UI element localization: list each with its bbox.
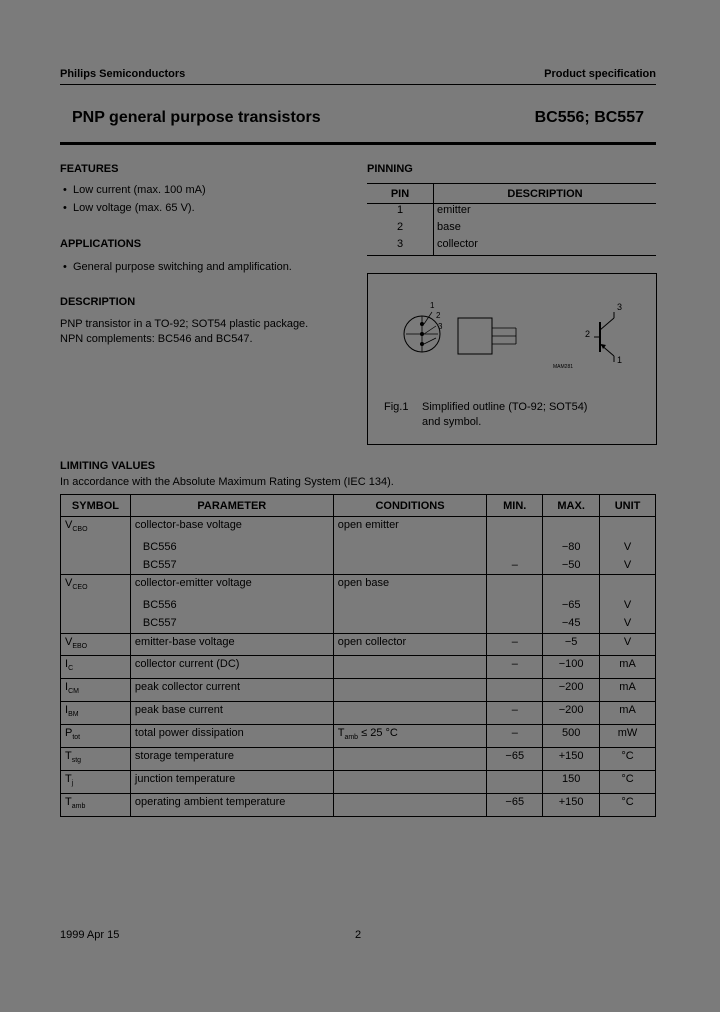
conditions-cell: $T_{amb} \le 25$ °C [333, 725, 487, 748]
conditions-cell [333, 793, 487, 816]
limiting-values-body [61, 517, 656, 817]
min-cell [487, 615, 543, 633]
parameter-cell: collector-base voltage [130, 517, 333, 539]
table-header-row [367, 184, 656, 204]
column-header: DESCRIPTION [434, 184, 657, 204]
table-row [367, 221, 656, 238]
column-header: SYMBOL [61, 495, 131, 517]
min-cell: −65 [487, 793, 543, 816]
parameter-cell: BC557 [130, 557, 333, 575]
column-header: PARAMETER [130, 495, 333, 517]
min-cell [487, 539, 543, 557]
symbol-cell [61, 539, 131, 557]
page-number: 2 [355, 929, 362, 941]
unit-cell: V [600, 633, 656, 656]
pin-description: base [434, 221, 657, 238]
unit-cell [600, 575, 656, 597]
pin-description: collector [434, 238, 657, 256]
unit-cell: V [600, 615, 656, 633]
fig-pin-label: 1 [430, 301, 435, 310]
table-row [367, 204, 656, 222]
parameter-cell: peak base current [130, 702, 333, 725]
description-line: NPN complements: BC546 and BC547. [60, 333, 253, 345]
unit-cell: mA [600, 656, 656, 679]
features-list [63, 183, 206, 216]
table-row [367, 238, 656, 256]
min-cell: – [487, 656, 543, 679]
symbol-cell [61, 615, 131, 633]
parameter-cell: BC556 [130, 597, 333, 615]
conditions-cell [333, 679, 487, 702]
max-cell: +150 [543, 748, 600, 771]
pin-description: emitter [434, 204, 657, 222]
parameter-cell: BC557 [130, 615, 333, 633]
conditions-cell: open collector [333, 633, 487, 656]
parameter-cell: emitter-base voltage [130, 633, 333, 656]
unit-cell: mA [600, 679, 656, 702]
max-cell: −80 [543, 539, 600, 557]
title-rule [60, 142, 656, 145]
max-cell: 500 [543, 725, 600, 748]
pin-number: 1 [396, 204, 404, 216]
conditions-cell [333, 539, 487, 557]
fig-pin-label: 3 [438, 322, 443, 331]
table-row [61, 615, 656, 633]
unit-cell: °C [600, 770, 656, 793]
max-cell: −50 [543, 557, 600, 575]
max-cell [543, 517, 600, 539]
unit-cell: V [600, 539, 656, 557]
min-cell: – [487, 725, 543, 748]
max-cell: −200 [543, 702, 600, 725]
table-row [61, 539, 656, 557]
parameter-cell: junction temperature [130, 770, 333, 793]
description-text [60, 317, 308, 347]
min-cell [487, 597, 543, 615]
list-item: • Low current (max. 100 mA) [63, 184, 206, 196]
symbol-cell: $V_{CEO}$ [61, 575, 131, 597]
unit-cell: mA [600, 702, 656, 725]
unit-cell: mW [600, 725, 656, 748]
fig-pin-label: 2 [436, 311, 441, 320]
symbol-pin-label: 3 [617, 302, 623, 312]
min-cell [487, 575, 543, 597]
table-row [61, 793, 656, 816]
table-row [61, 597, 656, 615]
unit-cell: °C [600, 793, 656, 816]
min-cell: – [487, 633, 543, 656]
document-type: Product specification [544, 68, 656, 80]
symbol-cell: $T_{stg}$ [61, 748, 131, 771]
max-cell: 150 [543, 770, 600, 793]
symbol-cell: $T_j$ [61, 770, 131, 793]
column-header: UNIT [600, 495, 656, 517]
pin-number: 2 [396, 221, 404, 233]
symbol-cell: $T_{amb}$ [61, 793, 131, 816]
conditions-cell [333, 656, 487, 679]
symbol-cell: $V_{EBO}$ [61, 633, 131, 656]
applications-list [63, 260, 292, 275]
conditions-cell: open base [333, 575, 487, 597]
conditions-cell [333, 702, 487, 725]
min-cell [487, 517, 543, 539]
page-title: PNP general purpose transistors [72, 109, 321, 126]
company-name: Philips Semiconductors [60, 68, 186, 80]
max-cell: −100 [543, 656, 600, 679]
symbol-pin-label: 1 [617, 355, 623, 365]
min-cell: – [487, 557, 543, 575]
symbol-cell: $I_{CM}$ [61, 679, 131, 702]
footer-date: 1999 Apr 15 [60, 929, 120, 941]
conditions-cell [333, 597, 487, 615]
table-header-row [61, 495, 656, 517]
min-cell: −65 [487, 748, 543, 771]
column-header: PIN [367, 184, 434, 204]
parameter-cell: peak collector current [130, 679, 333, 702]
table-row [61, 770, 656, 793]
conditions-cell: open emitter [333, 517, 487, 539]
figure-code: MAM281 [553, 364, 574, 370]
figure-caption [422, 400, 587, 430]
applications-heading: APPLICATIONS [60, 238, 142, 250]
column-header: MAX. [543, 495, 600, 517]
symbol-cell [61, 597, 131, 615]
min-cell [487, 679, 543, 702]
parameter-cell: total power dissipation [130, 725, 333, 748]
conditions-cell [333, 748, 487, 771]
features-heading: FEATURES [60, 163, 119, 175]
symbol-cell: $I_{BM}$ [61, 702, 131, 725]
table-row [61, 679, 656, 702]
table-row [61, 656, 656, 679]
symbol-cell: $I_C$ [61, 656, 131, 679]
column-header: CONDITIONS [333, 495, 487, 517]
limiting-values-subheading: In accordance with the Absolute Maximum Rating System (IEC 134). [60, 476, 394, 488]
parameter-cell: collector current (DC) [130, 656, 333, 679]
unit-cell: V [600, 557, 656, 575]
table-row [61, 748, 656, 771]
max-cell: +150 [543, 793, 600, 816]
conditions-cell [333, 615, 487, 633]
max-cell: −200 [543, 679, 600, 702]
part-numbers: BC556; BC557 [534, 109, 644, 126]
max-cell: −65 [543, 597, 600, 615]
caption-line: Simplified outline (TO-92; SOT54) [422, 401, 588, 413]
max-cell [543, 575, 600, 597]
min-cell: – [487, 702, 543, 725]
table-row [61, 517, 656, 539]
max-cell: −45 [543, 615, 600, 633]
table-row [61, 725, 656, 748]
parameter-cell: BC556 [130, 539, 333, 557]
unit-cell [600, 517, 656, 539]
column-header: MIN. [487, 495, 543, 517]
description-line: PNP transistor in a TO-92; SOT54 plastic package. [60, 318, 309, 330]
list-item: • Low voltage (max. 65 V). [63, 202, 195, 214]
limiting-values-heading: LIMITING VALUES [60, 460, 156, 472]
unit-cell: V [600, 597, 656, 615]
max-cell: −5 [543, 633, 600, 656]
symbol-cell [61, 557, 131, 575]
list-item: • General purpose switching and amplification. [63, 261, 292, 273]
conditions-cell [333, 557, 487, 575]
pinning-heading: PINNING [367, 163, 413, 175]
pinning-table [367, 183, 656, 256]
table-row [61, 575, 656, 597]
min-cell [487, 770, 543, 793]
caption-line: and symbol. [422, 416, 482, 428]
table-row [61, 702, 656, 725]
parameter-cell: operating ambient temperature [130, 793, 333, 816]
limiting-values-table [60, 494, 656, 817]
pin-number: 3 [367, 238, 434, 256]
symbol-cell: $V_{CBO}$ [61, 517, 131, 539]
symbol-cell: $P_{tot}$ [61, 725, 131, 748]
outline-figure [367, 273, 657, 445]
header-rule [60, 84, 656, 85]
symbol-pin-label: 2 [585, 329, 591, 339]
unit-cell: °C [600, 748, 656, 771]
table-row [61, 633, 656, 656]
description-heading: DESCRIPTION [60, 296, 136, 308]
table-row [61, 557, 656, 575]
parameter-cell: storage temperature [130, 748, 333, 771]
figure-label: Fig.1 [384, 401, 409, 413]
conditions-cell [333, 770, 487, 793]
parameter-cell: collector-emitter voltage [130, 575, 333, 597]
